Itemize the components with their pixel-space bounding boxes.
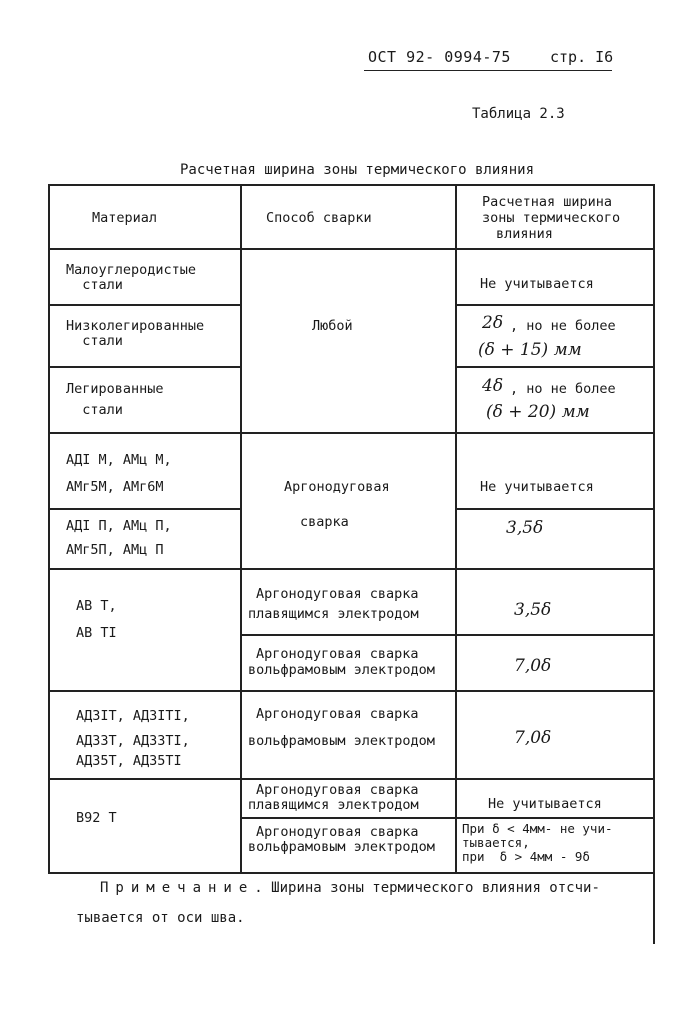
note-text: . Ширина зоны термического влияния отсчи- <box>254 880 600 896</box>
grid-line <box>48 184 50 874</box>
page-number: стр. I6 <box>550 48 614 66</box>
column-header-material: Материал <box>92 210 158 226</box>
table-title: Расчетная ширина зоны термического влияния <box>180 162 535 178</box>
method-cell: вольфрамовым электродом <box>248 662 435 678</box>
material-cell: АД35Т, АД35ТI <box>76 753 182 769</box>
grid-line <box>48 690 654 692</box>
grid-line <box>240 634 654 636</box>
width-handwritten: 4δ <box>482 376 504 396</box>
column-header-width-line3: влияния <box>496 226 553 242</box>
material-cell: АД33Т, АД33ТI, <box>76 733 190 749</box>
method-cell: Аргонодуговая сварка <box>256 586 419 602</box>
material-cell: стали <box>66 333 123 349</box>
width-cell: , но не более <box>510 318 616 334</box>
grid-line <box>240 184 242 874</box>
method-cell: Любой <box>312 318 353 334</box>
column-header-method: Способ сварки <box>266 210 372 226</box>
material-cell: АВ Т, <box>76 598 117 614</box>
method-cell: вольфрамовым электродом <box>248 839 435 855</box>
grid-line <box>48 778 654 780</box>
method-cell: Аргонодуговая сварка <box>256 706 419 722</box>
width-handwritten: 7,0δ <box>514 728 552 748</box>
note-label: Примечание <box>100 880 255 896</box>
material-cell: АДI М, АМц М, <box>66 452 172 468</box>
method-cell: плавящимся электродом <box>248 606 419 622</box>
column-header-width-line2: зоны термического <box>482 210 621 226</box>
material-cell: АДI П, АМц П, <box>66 518 172 534</box>
method-cell: сварка <box>300 514 349 530</box>
grid-line <box>48 872 654 874</box>
grid-line <box>240 817 654 819</box>
width-cell: Не учитывается <box>480 276 594 292</box>
width-handwritten: (δ + 15) мм <box>478 340 582 360</box>
grid-line <box>48 304 240 306</box>
grid-line <box>455 304 654 306</box>
method-cell: Аргонодуговая сварка <box>256 646 419 662</box>
material-cell: Легированные <box>66 381 164 397</box>
width-cell: Не учитывается <box>488 796 602 812</box>
width-cell: , но не более <box>510 381 616 397</box>
material-cell: АВ ТI <box>76 625 117 641</box>
method-cell: плавящимся электродом <box>248 797 419 813</box>
grid-line <box>455 184 457 874</box>
grid-line <box>653 184 655 944</box>
grid-line <box>455 508 654 510</box>
material-cell: Низколегированные <box>66 318 205 334</box>
material-cell: АМг5М, АМг6М <box>66 479 164 495</box>
width-cell: при δ > 4мм - 9δ <box>462 849 590 864</box>
width-cell: тывается, <box>462 835 530 850</box>
grid-line <box>48 248 654 250</box>
material-cell: стали <box>66 402 123 418</box>
material-cell: стали <box>66 277 123 293</box>
column-header-width-line1: Расчетная ширина <box>482 194 613 210</box>
method-cell: Аргонодуговая сварка <box>256 824 419 840</box>
note-line-1 <box>100 880 600 896</box>
note-line-2: тывается от оси шва. <box>76 910 245 926</box>
width-handwritten: 3,5δ <box>514 600 552 620</box>
material-cell: В92 Т <box>76 810 117 826</box>
grid-line <box>48 366 240 368</box>
material-cell: Малоуглеродистые <box>66 262 197 278</box>
width-handwritten: 3,5δ <box>506 518 544 538</box>
material-cell: АД3IТ, АД3IТI, <box>76 708 190 724</box>
width-cell: Не учитывается <box>480 479 594 495</box>
method-cell: Аргонодуговая <box>284 479 390 495</box>
width-handwritten: (δ + 20) мм <box>486 402 590 422</box>
document-code: ОСТ 92- 0994-75 <box>368 48 511 66</box>
method-cell: Аргонодуговая сварка <box>256 782 419 798</box>
material-cell: АМг5П, АМц П <box>66 542 164 558</box>
grid-line <box>48 432 654 434</box>
grid-line <box>48 568 654 570</box>
table-number: Таблица 2.3 <box>472 106 565 122</box>
header-underline <box>364 70 612 71</box>
grid-line <box>48 184 654 186</box>
grid-line <box>455 366 654 368</box>
grid-line <box>48 508 240 510</box>
width-cell: При δ < 4мм- не учи- <box>462 821 613 836</box>
width-handwritten: 2δ <box>482 313 504 333</box>
width-handwritten: 7,0δ <box>514 656 552 676</box>
method-cell: вольфрамовым электродом <box>248 733 435 749</box>
